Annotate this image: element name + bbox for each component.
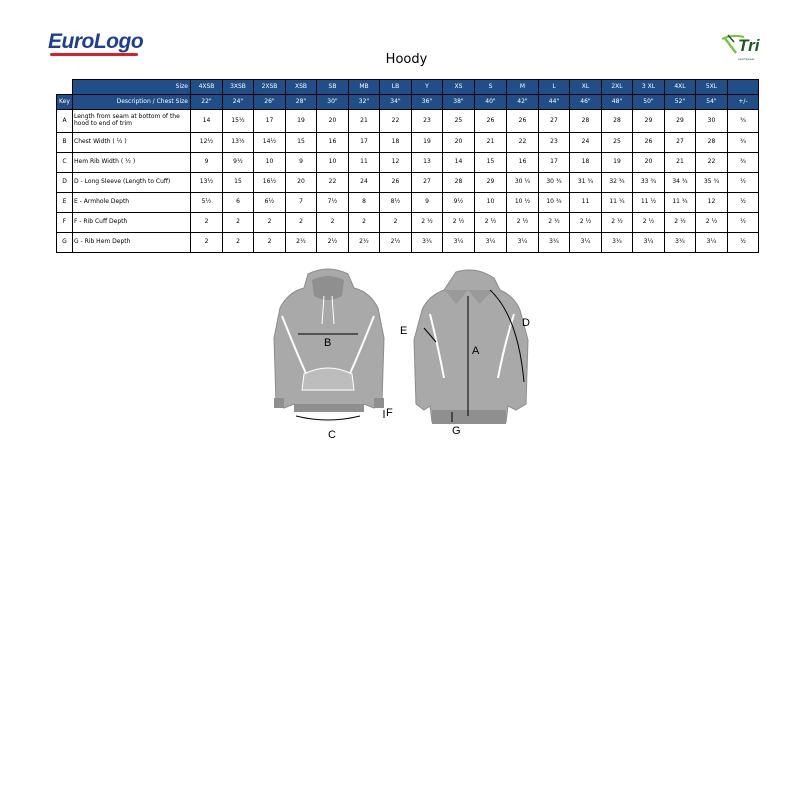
table-row	[57, 173, 759, 193]
row-value: 14½	[254, 133, 286, 153]
row-value: 15	[223, 173, 254, 193]
row-value: 17	[539, 153, 570, 173]
size-header: 2XL	[602, 80, 633, 95]
chest-size-header: 22"	[191, 95, 223, 110]
hoody-measurement-diagram	[268, 266, 532, 446]
row-tolerance: ½	[728, 173, 759, 193]
chest-size-header: 26"	[254, 95, 286, 110]
row-description: E - Armhole Depth	[73, 193, 191, 213]
row-value: 16	[317, 133, 349, 153]
size-chart-table	[56, 79, 759, 253]
row-value: 26	[633, 133, 665, 153]
chest-size-header: 50"	[633, 95, 665, 110]
row-value: 22	[317, 173, 349, 193]
row-key: F	[57, 213, 73, 233]
tolerance-header: +/-	[728, 95, 759, 110]
size-label: Size	[73, 80, 191, 95]
row-value: 10	[254, 153, 286, 173]
size-header-row	[57, 80, 759, 95]
row-value: 25	[443, 110, 475, 133]
row-description: Chest Width ( ½ )	[73, 133, 191, 153]
row-tolerance: ¾	[728, 133, 759, 153]
row-value: 18	[380, 133, 412, 153]
label-a: A	[472, 345, 480, 357]
row-value: 20	[633, 153, 665, 173]
row-value: 25	[602, 133, 633, 153]
row-value: 7	[286, 193, 317, 213]
chest-size-header: 42"	[507, 95, 539, 110]
row-description: Hem Rib Width ( ½ )	[73, 153, 191, 173]
tri-logo	[718, 33, 768, 65]
chest-size-header: 44"	[539, 95, 570, 110]
row-value: 3¼	[570, 233, 602, 253]
page-title: Hoody	[385, 52, 428, 67]
row-value: 15½	[223, 110, 254, 133]
row-value: 26	[475, 110, 507, 133]
row-value: 9	[412, 193, 443, 213]
row-value: 15	[475, 153, 507, 173]
row-value: 13	[412, 153, 443, 173]
chest-size-header: 28"	[286, 95, 317, 110]
row-value: 20	[286, 173, 317, 193]
row-key: G	[57, 233, 73, 253]
chest-size-header: 52"	[665, 95, 696, 110]
chest-size-header: 40"	[475, 95, 507, 110]
row-value: 9½	[223, 153, 254, 173]
key-header: Key	[57, 95, 73, 110]
row-value: 28	[696, 133, 728, 153]
row-value: 3¼	[696, 233, 728, 253]
row-value: 3¼	[665, 233, 696, 253]
row-value: 26	[380, 173, 412, 193]
row-value: 2	[254, 233, 286, 253]
size-header: 2XSB	[254, 80, 286, 95]
row-value: 3¼	[507, 233, 539, 253]
table-row	[57, 133, 759, 153]
row-tolerance: ¾	[728, 110, 759, 133]
row-description: F - Rib Cuff Depth	[73, 213, 191, 233]
row-key: A	[57, 110, 73, 133]
row-value: 2	[349, 213, 380, 233]
row-tolerance: ½	[728, 233, 759, 253]
row-value: 15	[286, 133, 317, 153]
hoody-back-illustration	[414, 270, 528, 424]
row-value: 32 ¾	[602, 173, 633, 193]
size-header: XSB	[286, 80, 317, 95]
chest-size-header: 36"	[412, 95, 443, 110]
row-value: 29	[475, 173, 507, 193]
row-tolerance: ½	[728, 213, 759, 233]
row-value: 2	[380, 213, 412, 233]
row-value: 31 ¾	[570, 173, 602, 193]
row-value: 24	[349, 173, 380, 193]
row-value: 6	[223, 193, 254, 213]
label-e: E	[400, 325, 408, 337]
row-value: 22	[380, 110, 412, 133]
row-value: 27	[665, 133, 696, 153]
label-c: C	[328, 429, 336, 441]
row-description: G - Rib Hem Depth	[73, 233, 191, 253]
row-value: 26	[507, 110, 539, 133]
row-value: 20	[443, 133, 475, 153]
row-value: 2 ½	[633, 213, 665, 233]
row-tolerance: ¾	[728, 153, 759, 173]
row-value: 19	[602, 153, 633, 173]
row-value: 29	[665, 110, 696, 133]
tolerance-blank-header	[728, 80, 759, 95]
row-value: 28	[443, 173, 475, 193]
row-value: 2 ½	[507, 213, 539, 233]
eurologo-logo	[48, 30, 143, 54]
row-value: 28	[602, 110, 633, 133]
eurologo-text: EuroLogo	[48, 30, 144, 53]
row-value: 2	[223, 233, 254, 253]
row-value: 2½	[380, 233, 412, 253]
row-value: 2	[286, 213, 317, 233]
row-value: 3¼	[443, 233, 475, 253]
label-f: F	[386, 407, 393, 419]
row-value: 30 ¾	[539, 173, 570, 193]
measure-c-line	[296, 416, 360, 420]
row-value: 17	[349, 133, 380, 153]
row-value: 2½	[317, 233, 349, 253]
row-value: 19	[286, 110, 317, 133]
size-header: 4XSB	[191, 80, 223, 95]
row-value: 10	[317, 153, 349, 173]
row-value: 10 ¾	[539, 193, 570, 213]
chest-size-header: 48"	[602, 95, 633, 110]
size-header: Y	[412, 80, 443, 95]
row-value: 8	[349, 193, 380, 213]
row-value: 22	[696, 153, 728, 173]
row-value: 16½	[254, 173, 286, 193]
row-value: 27	[412, 173, 443, 193]
row-value: 10	[475, 193, 507, 213]
row-value: 3¼	[539, 233, 570, 253]
table-row	[57, 193, 759, 213]
table-row	[57, 110, 759, 133]
row-description: D - Long Sleeve (Length to Cuff)	[73, 173, 191, 193]
row-key: E	[57, 193, 73, 213]
row-value: 21	[349, 110, 380, 133]
row-value: 2 ½	[696, 213, 728, 233]
row-value: 3¼	[602, 233, 633, 253]
row-value: 17	[254, 110, 286, 133]
row-value: 11 ¾	[665, 193, 696, 213]
row-value: 33 ¾	[633, 173, 665, 193]
row-value: 2	[254, 213, 286, 233]
row-value: 14	[443, 153, 475, 173]
size-header: XS	[443, 80, 475, 95]
size-header: S	[475, 80, 507, 95]
row-value: 27	[539, 110, 570, 133]
row-key: D	[57, 173, 73, 193]
table-row	[57, 153, 759, 173]
row-value: 13½	[223, 133, 254, 153]
row-value: 10 ½	[507, 193, 539, 213]
size-header: 5XL	[696, 80, 728, 95]
label-b: B	[324, 337, 332, 349]
row-value: 2 ½	[570, 213, 602, 233]
row-value: 12	[696, 193, 728, 213]
chest-size-header: 34"	[380, 95, 412, 110]
chest-size-header: 38"	[443, 95, 475, 110]
row-description: Length from seam at bottom of the hood to end of trim	[73, 110, 191, 133]
row-value: 9½	[443, 193, 475, 213]
size-header: 4XL	[665, 80, 696, 95]
row-key: B	[57, 133, 73, 153]
row-value: 2 ½	[665, 213, 696, 233]
row-value: 2	[223, 213, 254, 233]
tri-logo-tagline: sportswear	[738, 57, 755, 61]
row-value: 2	[317, 213, 349, 233]
row-value: 35 ¾	[696, 173, 728, 193]
row-value: 19	[412, 133, 443, 153]
row-value: 3¼	[633, 233, 665, 253]
row-value: 8½	[380, 193, 412, 213]
row-value: 12	[380, 153, 412, 173]
size-header: 3XSB	[223, 80, 254, 95]
description-header: Description / Chest Size	[73, 95, 191, 110]
table-row	[57, 233, 759, 253]
size-header: SB	[317, 80, 349, 95]
row-value: 30 ¼	[507, 173, 539, 193]
row-value: 13½	[191, 173, 223, 193]
row-value: 2 ½	[475, 213, 507, 233]
tri-logo-text: Tri	[738, 36, 760, 55]
row-value: 14	[191, 110, 223, 133]
row-value: 16	[507, 153, 539, 173]
size-header: 3 XL	[633, 80, 665, 95]
chest-size-header: 32"	[349, 95, 380, 110]
row-value: 2 ½	[602, 213, 633, 233]
row-value: 5½	[191, 193, 223, 213]
row-value: 30	[696, 110, 728, 133]
row-value: 29	[633, 110, 665, 133]
label-g: G	[452, 425, 461, 437]
row-value: 2 ½	[443, 213, 475, 233]
row-value: 21	[665, 153, 696, 173]
row-value: 28	[570, 110, 602, 133]
blank-cell	[57, 80, 73, 95]
chest-size-header: 46"	[570, 95, 602, 110]
row-value: 11	[570, 193, 602, 213]
label-d: D	[522, 317, 530, 329]
row-value: 23	[412, 110, 443, 133]
row-value: 18	[570, 153, 602, 173]
row-value: 23	[539, 133, 570, 153]
size-header: M	[507, 80, 539, 95]
row-value: 9	[286, 153, 317, 173]
row-value: 11	[349, 153, 380, 173]
row-value: 2 ½	[412, 213, 443, 233]
row-value: 2	[191, 213, 223, 233]
size-header: XL	[570, 80, 602, 95]
row-value: 20	[317, 110, 349, 133]
table-row	[57, 213, 759, 233]
chest-header-row	[57, 95, 759, 110]
row-value: 24	[570, 133, 602, 153]
row-value: 22	[507, 133, 539, 153]
size-header: L	[539, 80, 570, 95]
row-value: 2½	[349, 233, 380, 253]
row-value: 3¼	[475, 233, 507, 253]
row-value: 21	[475, 133, 507, 153]
size-header: MB	[349, 80, 380, 95]
chest-size-header: 30"	[317, 95, 349, 110]
row-value: 2	[191, 233, 223, 253]
row-value: 34 ¾	[665, 173, 696, 193]
row-value: 11 ¼	[602, 193, 633, 213]
row-value: 12½	[191, 133, 223, 153]
chest-size-header: 54"	[696, 95, 728, 110]
chest-size-header: 24"	[223, 95, 254, 110]
row-value: 3¼	[412, 233, 443, 253]
row-key: C	[57, 153, 73, 173]
row-value: 2 ½	[539, 213, 570, 233]
size-header: LB	[380, 80, 412, 95]
row-value: 7½	[317, 193, 349, 213]
row-value: 11 ½	[633, 193, 665, 213]
row-value: 2½	[286, 233, 317, 253]
row-value: 6½	[254, 193, 286, 213]
row-value: 9	[191, 153, 223, 173]
row-tolerance: ½	[728, 193, 759, 213]
